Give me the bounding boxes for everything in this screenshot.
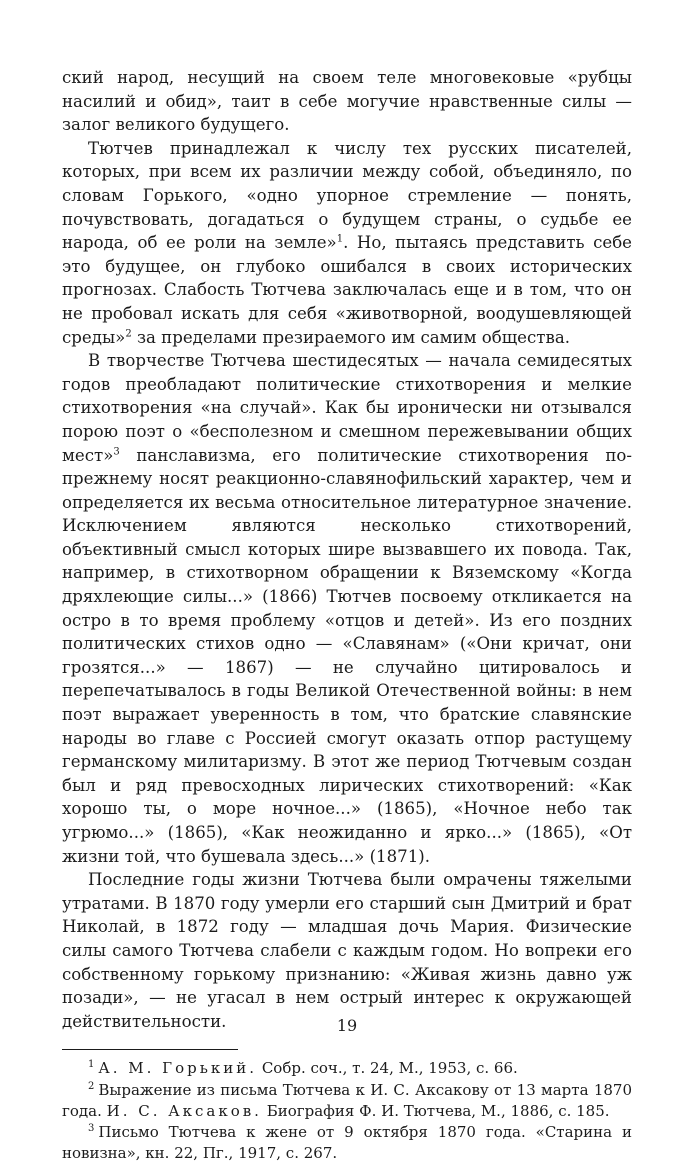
paragraph-2-text-b: . Но, пытаясь представить себе это будущее, он глубоко ошибался в своих исторических прогнозах. Слабость Тютчева заключалась еще и в том, что он не пробовал искать для себя «животворной, воодушевляющей среды» [62, 233, 633, 347]
footnote-2-author: И. С. Аксаков. [106, 1101, 262, 1120]
paragraph-2-text-c: за пределами презираемого им самим общества. [131, 327, 570, 347]
footnote-2-mark: 2 [88, 1080, 95, 1092]
footnote-1-text: Собр. соч., т. 24, М., 1953, с. 66. [257, 1059, 518, 1078]
page-number: 19 [336, 1016, 358, 1035]
footnote-3-mark: 3 [88, 1122, 95, 1134]
footnote-ref-2[interactable]: 2 [125, 328, 132, 339]
paragraph-2-text-a: Тютчев принадлежал к числу тех русских писателей, которых, при всем их различии между собой, объединяло, по словам Горького, «одно упорное стремление — понять, почувствовать, догадаться о будущем страны, о судьбе ее народа, об ее роли на земле» [62, 138, 632, 253]
footnote-2-text-a: Выражение из письма Тютчева к И. С. Аксакову от 13 марта 1870 года. [62, 1080, 632, 1120]
paragraph-3-text-a: В творчестве Тютчева шестидесятых — начала семидесятых годов преобладают политические стихотворения и мелкие стихотворения «на случай». Как бы иронически ни отзывался порою поэт о «бесполезном и смешном пережевывании общих мест» [62, 351, 632, 465]
paragraph-4-text: Последние годы жизни Тютчева были омрачены тяжелыми утратами. В 1870 году умерли его старший сын Дмитрий и брат Николай, в 1872 году — младшая дочь Мария. Физические силы самого Тютчева слабели с каждым годом. Но вопреки его собственному горькому признанию: «Живая жизнь давно уж позади», — не угасал в нем острый интерес к окружающей действительности. [62, 870, 632, 1031]
main-text [62, 66, 632, 1033]
paragraph-3-text-b: панславизма, его политические стихотворения по-прежнему носят реакционно-славянофильский характер, чем и определяется их весьма относительное литературное значение. Исключением являются несколько стихотворений, объективный смысл которых шире вызвавшего их повода. Так, например, в стихотворном обращении к Вяземскому «Когда дряхлеющие силы...» (1866) Тютчев посвоему откликается на остро в то время проблему «отцов и детей». Из его поздних политических стихов одно — «Славянам» («Они кричат, они грозятся...» — 1867) — не случайно цитировалось и перепечатывалось в годы Великой Отечественной войны: в нем поэт выражает уверенность в том, что братские славянские народы во главе с Россией смогут оказать отпор растущему германскому милитаризму. В этот же период Тютчевым создан был и ряд превосходных лирических стихотворений: «Как хорошо ты, о море ночное...» (1865), «Ночное небо так угрюмо...» (1865), «Как неожиданно и ярко...» (1865), «От жизни той, что бушевала здесь...» (1871). [62, 445, 632, 866]
footnote-3-text: Письмо Тютчева к жене от 9 октября 1870 года. «Старина и новизна», кн. 22, Пг., 1917, с. 267. [62, 1122, 632, 1163]
paragraph-2 [62, 137, 632, 349]
footnote-3 [62, 1122, 632, 1164]
footnote-ref-3[interactable]: 3 [113, 445, 120, 457]
footnote-1-author: А. М. Горький. [98, 1059, 258, 1078]
book-page [62, 66, 632, 1164]
paragraph-1-text: ский народ, несущий на своем теле многовековые «рубцы насилий и обид», таит в себе могучие нравственные силы — залог великого будущего. [62, 68, 632, 135]
footnote-2 [62, 1080, 632, 1122]
footnote-ref-1[interactable]: 1 [336, 233, 344, 245]
footnote-1-mark: 1 [88, 1059, 95, 1071]
paragraph-4 [62, 868, 632, 1033]
footnote-divider [62, 1049, 238, 1050]
paragraph-3 [62, 349, 632, 868]
paragraph-1 [62, 66, 632, 137]
footnotes [62, 1058, 632, 1164]
footnote-1 [62, 1058, 632, 1079]
footnote-2-text-b: Биография Ф. И. Тютчева, М., 1886, с. 185. [261, 1101, 610, 1120]
